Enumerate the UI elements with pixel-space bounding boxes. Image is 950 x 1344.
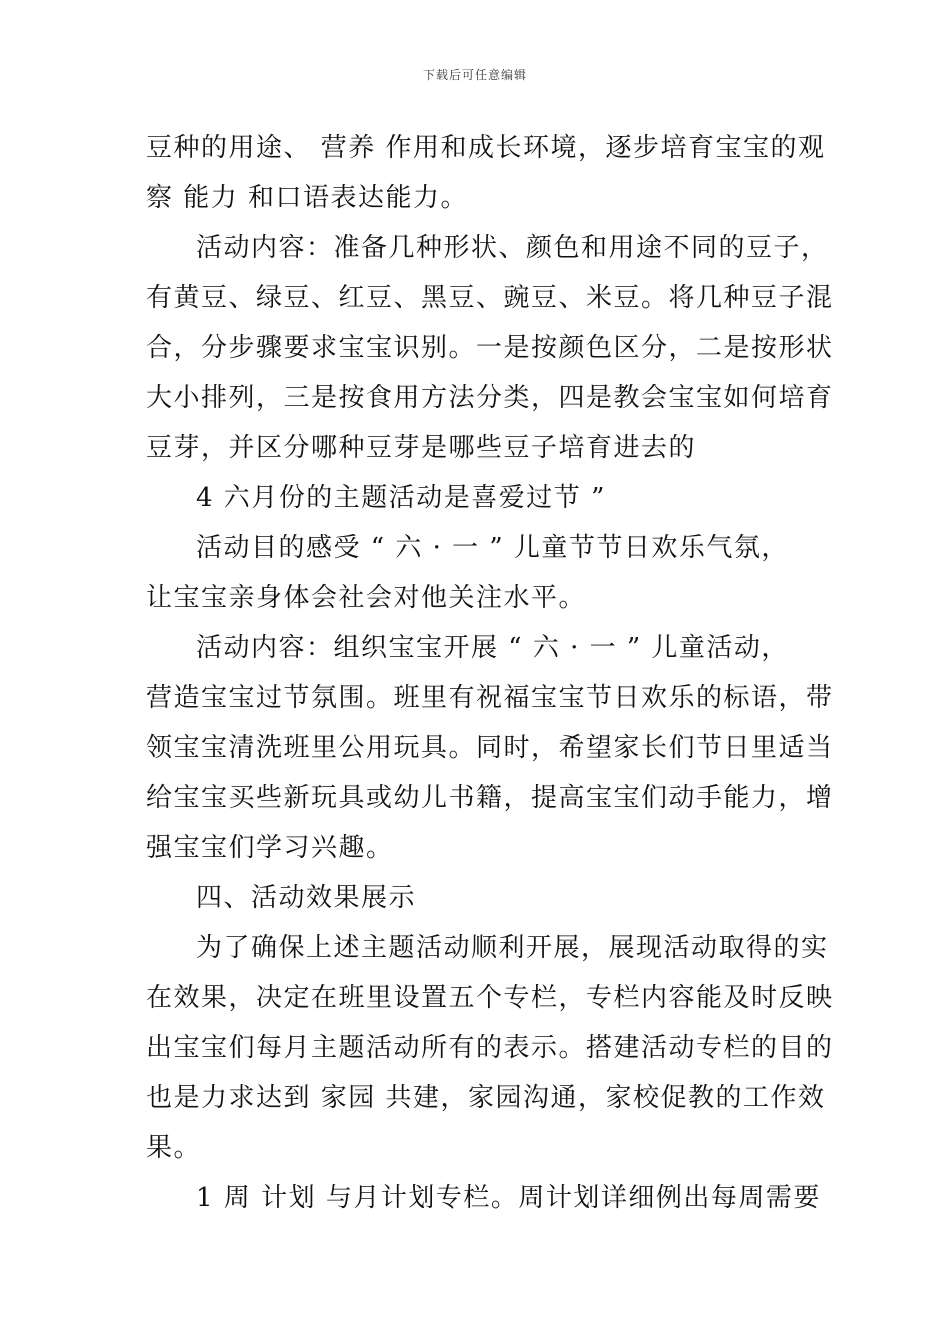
body-line: 领宝宝清洗班里公用玩具。同时，希望家长们节日里适当 [146, 733, 834, 763]
body-line: 强宝宝们学习兴趣。 [146, 833, 394, 863]
body-line: 让宝宝亲身体会社会对他关注水平。 [146, 583, 587, 613]
body-line: 给宝宝买些新玩具或幼儿书籍，提高宝宝们动手能力，增 [146, 783, 834, 813]
body-line: 活动内容：准备几种形状、颜色和用途不同的豆子， [196, 233, 829, 263]
page-header: 下载后可任意编辑 [422, 68, 527, 82]
body-line: 豆芽，并区分哪种豆芽是哪些豆子培育进去的 [146, 433, 697, 463]
body-line: 合，分步骤要求宝宝识别。一是按颜色区分，二是按形状 [146, 333, 834, 363]
body-line: 1 周 计划 与月计划专栏。周计划详细例出每周需要 [196, 1183, 821, 1213]
body-line: 果。 [146, 1133, 202, 1163]
body-line: 察 能力 和口语表达能力。 [146, 183, 469, 213]
body-line: 也是力求达到 家园 共建，家园沟通，家校促教的工作效 [146, 1083, 826, 1113]
body-line: 大小排列，三是按食用方法分类，四是教会宝宝如何培育 [146, 383, 834, 413]
body-line: 豆种的用途、 营养 作用和成长环境，逐步培育宝宝的观 [146, 133, 826, 163]
body-line: 在效果，决定在班里设置五个专栏，专栏内容能及时反映 [146, 983, 834, 1013]
body-line: 活动目的感受 “ 六 · 一 ” 儿童节节日欢乐气氛， [196, 533, 789, 563]
body-line: 活动内容：组织宝宝开展 “ 六 · 一 ” 儿童活动， [196, 633, 789, 663]
body-line: 营造宝宝过节氛围。班里有祝福宝宝节日欢乐的标语，带 [146, 683, 834, 713]
body-line: 为了确保上述主题活动顺利开展，展现活动取得的实 [196, 933, 829, 963]
body-line: 有黄豆、绿豆、红豆、黑豆、豌豆、米豆。将几种豆子混 [146, 283, 834, 313]
section-heading: 四、活动效果展示 [196, 883, 417, 913]
section-heading: 4 六月份的主题活动是喜爱过节 ” [196, 483, 606, 513]
body-line: 出宝宝们每月主题活动所有的表示。搭建活动专栏的目的 [146, 1033, 834, 1063]
